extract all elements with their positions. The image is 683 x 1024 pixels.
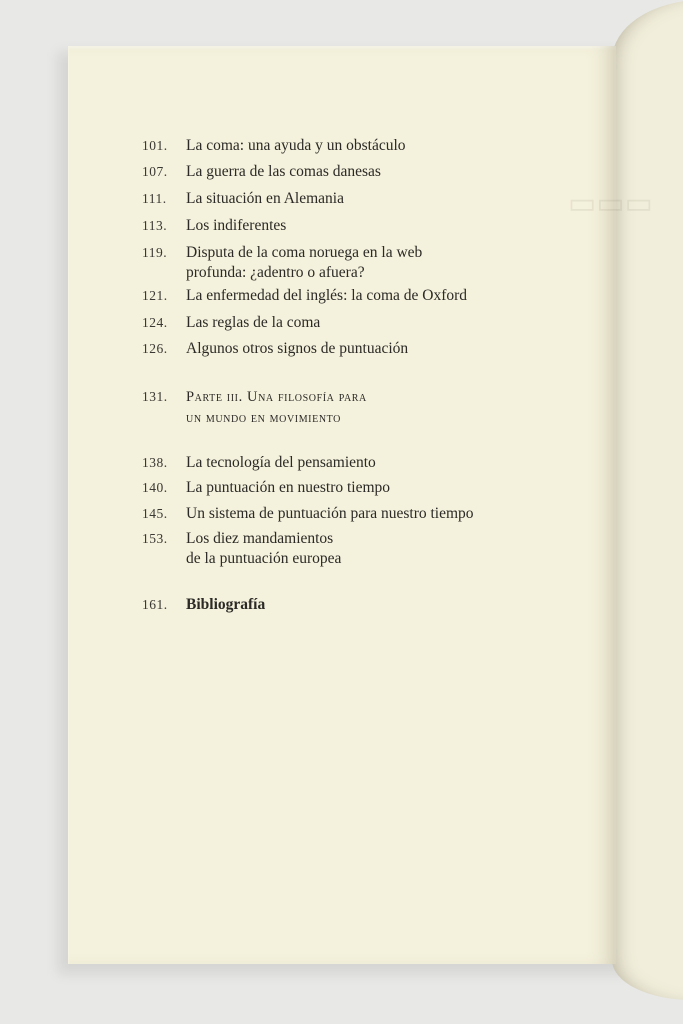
- toc-title: La guerra de las comas danesas: [186, 163, 381, 180]
- toc-title: Un sistema de puntuación para nuestro tiempo: [186, 505, 474, 522]
- toc-page-number: 153.: [142, 531, 168, 546]
- toc-page-number: 131.: [142, 389, 168, 404]
- toc-page-number: 140.: [142, 480, 168, 495]
- toc-title: Algunos otros signos de puntuación: [186, 340, 409, 357]
- toc-title: Disputa de la coma noruega en la web: [186, 244, 423, 261]
- toc-title: La situación en Alemania: [186, 190, 344, 207]
- facing-page-edge: [612, 0, 683, 1000]
- toc-page-number: 121.: [142, 288, 168, 303]
- toc-title: Los diez mandamientos: [186, 530, 334, 547]
- toc-part-title-line-2: un mundo en movimiento: [186, 410, 341, 426]
- toc-title: La tecnología del pensamiento: [186, 454, 376, 471]
- toc-page-number: 101.: [142, 138, 168, 153]
- toc-title-bibliography: Bibliografía: [186, 596, 266, 613]
- toc-title: Los indiferentes: [186, 217, 287, 234]
- toc-title-line-2: profunda: ¿adentro o afuera?: [186, 264, 365, 281]
- toc-page-number: 119.: [142, 245, 168, 260]
- toc-page-number: 113.: [142, 218, 168, 233]
- toc-part-title: Parte iii. Una filosofía para: [186, 389, 367, 405]
- toc-title: La puntuación en nuestro tiempo: [186, 479, 391, 496]
- toc-page-number: 111.: [142, 191, 167, 206]
- book-page: [68, 46, 654, 964]
- toc-page-number: 107.: [142, 164, 168, 179]
- toc-page-number: 138.: [142, 455, 168, 470]
- toc-page-number: 161.: [142, 597, 168, 612]
- toc-title: La enfermedad del inglés: la coma de Oxford: [186, 287, 468, 304]
- toc-title-line-2: de la puntuación europea: [186, 550, 342, 567]
- toc-page-number: 124.: [142, 315, 168, 330]
- toc-title: Las reglas de la coma: [186, 314, 321, 331]
- toc-title: La coma: una ayuda y un obstáculo: [186, 137, 406, 154]
- toc-page-number: 126.: [142, 341, 168, 356]
- show-through-title: ▭▭▭: [568, 187, 654, 220]
- toc-page-number: 145.: [142, 506, 168, 521]
